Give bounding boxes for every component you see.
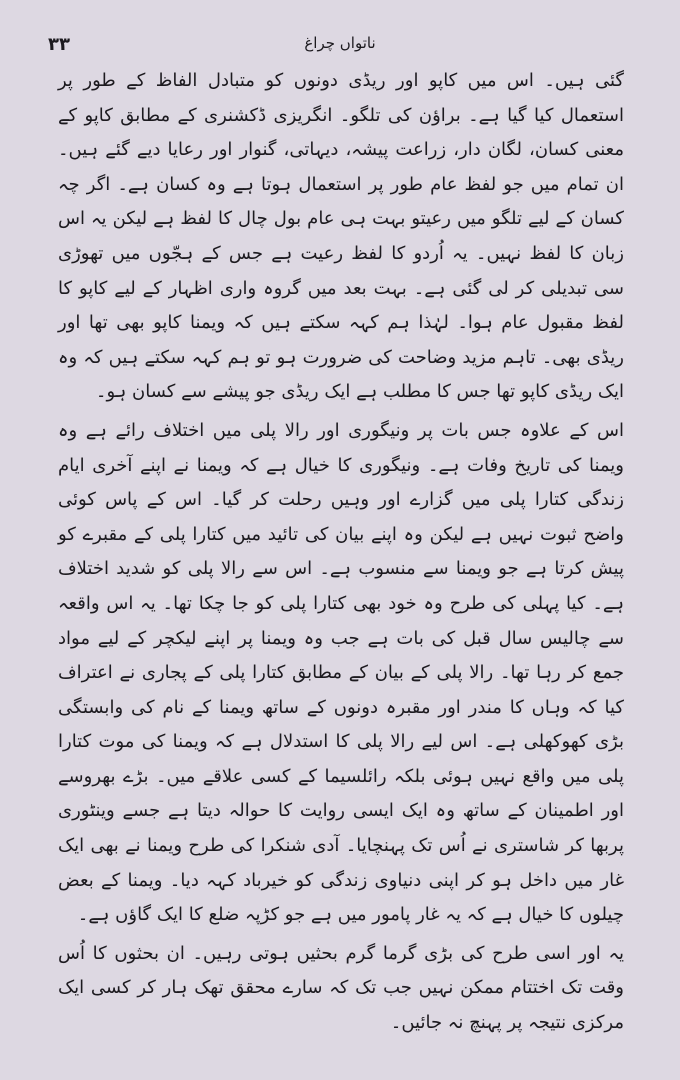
page-header [40, 34, 640, 64]
paragraph: اس کے علاوہ جس بات پر ونیگوری اور رالا پلی میں اختلاف رائے ہے وہ ویمنا کی تاریخ وفات ہے۔ ونیگوری کا خیال ہے کہ ویمنا نے اپنے آخری ایام زندگی کتارا پلی میں گزارے اور وہیں رحلت کر گیا۔ اس کے پاس کوئی واضح ثبوت نہیں ہے لیکن وہ اپنے بیان کی تائید میں کتارا پلی کے مقبرے کو پیش کرتا ہے جو ویمنا سے منسوب ہے۔ اس سے رالا پلی کو شدید اختلاف ہے۔ کیا پہلی کی طرح وہ خود بھی کتارا پلی کو جا چکا تھا۔ یہ اس واقعہ سے چالیس سال قبل کی بات ہے جب وہ ویمنا پر اپنے لیکچر کے لیے مواد جمع کر رہا تھا۔ رالا پلی کے بیان کے مطابق کتارا پلی کے پجاری نے اعتراف کیا کہ وہاں کا مندر اور مقبرہ دونوں کے ساتھ ویمنا کے نام کی وابستگی بڑی کھوکھلی ہے۔ اس لیے رالا پلی کا استدلال ہے کہ ویمنا کی موت کتارا پلی میں واقع نہیں ہوئی بلکہ رائلسیما کے کسی علاقے میں۔ بڑے بھروسے اور اطمینان کے ساتھ وہ ایک ایسی روایت کا حوالہ دیتا ہے جسے وینٹوری پربھا کر شاستری نے اُس تک پہنچایا۔ آدی شنکرا کی طرح ویمنا نے بھی ایک غار میں داخل ہو کر اپنی دنیاوی زندگی کو خیرباد کہہ دیا۔ ویمنا کے بعض چیلوں کا خیال ہے کہ یہ غار پامور میں ہے جو کڑپہ ضلع کا ایک گاؤں ہے۔ [58, 419, 624, 926]
paragraph: گئی ہیں۔ اس میں کاپو اور ریڈی دونوں کو متبادل الفاظ کے طور پر استعمال کیا گیا ہے۔ براؤن کی تلگو۔ انگریزی ڈکشنری کے مطابق کاپو کے معنی کسان، لگان دار، زراعت پیشہ، دیہاتی، گنوار اور رعایا دیے گئے ہیں۔ ان تمام میں جو لفظ عام طور پر استعمال ہوتا ہے وہ کسان ہے۔ اگر چہ کسان کے لیے تلگو میں رعیتو بہت ہی عام بول چال کا لفظ ہے لیکن یہ اس زبان کا لفظ نہیں۔ یہ اُردو کا لفظ رعیت ہے جس کے ہجّوں میں تھوڑی سی تبدیلی کر لی گئی ہے۔ بہت بعد میں گروہ واری اظہار کے لیے کاپو کا لفظ مقبول عام ہوا۔ لہٰذا ہم کہہ سکتے ہیں کہ ویمنا کاپو بھی تھا اور ریڈی بھی۔ تاہم مزید وضاحت کی ضرورت ہو تو ہم کہہ سکتے ہیں کہ وہ ایک ریڈی کاپو تھا جس کا مطلب ہے ایک ریڈی جو پیشے سے کسان ہو۔ [58, 70, 624, 403]
running-title: ناتواں چراغ [304, 34, 376, 52]
page-number: ۳۳ [48, 34, 70, 55]
paragraph: یہ اور اسی طرح کی بڑی گرما گرم بحثیں ہوتی رہیں۔ ان بحثوں کا اُس وقت تک اختتام ممکن نہیں جب تک کہ سارے محقق تھک ہار کر کسی ایک مرکزی نتیجہ پر پہنچ نہ جائیں۔ [58, 942, 624, 1034]
body-text [58, 64, 624, 1041]
